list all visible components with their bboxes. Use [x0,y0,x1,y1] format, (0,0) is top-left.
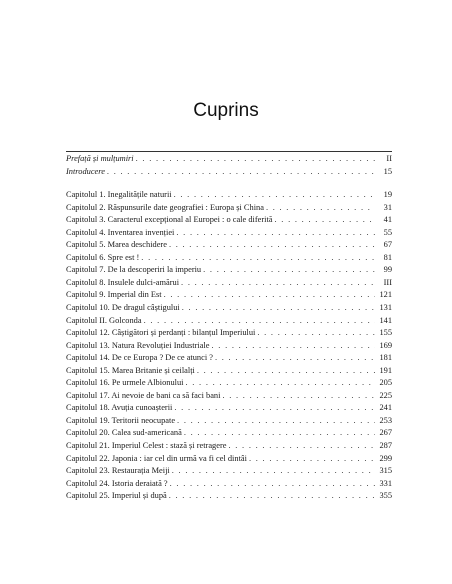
page-number: 15 [383,166,392,176]
page-number: 131 [379,303,392,313]
chapter-entry [66,327,392,340]
entry-title: Capitolul 24. Istoria deraiată ? [66,478,168,488]
entry-title: Capitolul 22. Japonia : iar cel din urmă va fi cel dintâi [66,453,247,463]
table-of-contents [66,153,392,503]
page-number: 81 [383,252,392,262]
page-number: 355 [379,491,392,501]
chapter-entry [66,352,392,365]
chapter-entry [66,252,392,265]
dot-leader [169,239,375,252]
chapter-entry [66,277,392,290]
page-number: 299 [379,453,392,463]
chapter-entry [66,365,392,378]
entry-title: Capitolul 25. Imperiul și după [66,491,167,501]
entry-title: Capitolul 1. Inegalitățile naturii [66,190,172,200]
entry-title: Capitolul 3. Caracterul excepțional al Europei : o cale diferită [66,215,273,225]
dot-leader [184,427,375,440]
dot-leader [169,490,375,503]
page-number: 67 [383,240,392,250]
dot-leader [181,277,375,290]
chapter-entry [66,453,392,466]
dot-leader [182,302,375,315]
entry-title: Capitolul 8. Insulele dulci-amărui [66,277,180,287]
entry-title: Capitolul 5. Marea deschidere [66,240,167,250]
chapter-entry [66,264,392,277]
page-number: 287 [379,441,392,451]
entry-title: Prefață și mulțumiri [66,154,134,163]
entry-title: Capitolul 23. Restaurația Meiji [66,466,170,476]
entry-title: Capitolul 7. De la descoperiri la imperiu [66,265,202,275]
entry-title: Capitolul 10. De dragul câștigului [66,303,180,313]
page-number: 331 [379,478,392,488]
entry-title: Capitolul 20. Calea sud-americană [66,428,182,438]
entry-title: Capitolul 21. Imperiul Celest : stază și retragere [66,441,227,451]
entry-title: Introducere [66,166,105,176]
entry-title: Capitolul 16. Pe urmele Albionului [66,378,184,388]
front-matter-entry [66,166,392,179]
chapter-entry [66,202,392,215]
dot-leader [197,365,375,378]
front-matter-entry [66,153,392,166]
chapter-entry [66,427,392,440]
chapter-entry [66,465,392,478]
page-title: Cuprins [193,100,259,121]
chapter-entry [66,440,392,453]
page-number: 225 [379,390,392,400]
page-number: II [386,154,392,163]
dot-leader [172,465,375,478]
dot-leader [170,478,375,491]
dot-leader [107,166,375,179]
entry-title: Capitolul 14. De ce Europa ? De ce atunci ? [66,353,213,363]
entry-title: Capitolul 13. Natura Revoluției Industriale [66,340,210,350]
page-number: 99 [383,265,392,275]
entry-title: Capitolul 9. Imperial din Est [66,290,162,300]
page-number: 41 [383,215,392,225]
chapter-entry [66,189,392,202]
chapter-entry [66,227,392,240]
entry-title: Capitolul 18. Avuția cunoașterii [66,403,173,413]
entry-title: Capitolul 12. Câștigători și perdanți : bilanțul Imperiului [66,328,256,338]
dot-leader [177,415,375,428]
chapter-entry [66,340,392,353]
dot-leader [174,189,375,202]
chapter-entry [66,315,392,328]
page-number: 181 [379,353,392,363]
dot-leader [144,315,375,328]
chapter-entry [66,390,392,403]
entry-title: Capitolul II. Golconda [66,315,142,325]
page-number: 253 [379,415,392,425]
dot-leader [222,390,375,403]
chapter-entry [66,478,392,491]
page-number: 191 [379,365,392,375]
entry-title: Capitolul 15. Marea Britanie și ceilalți [66,365,195,375]
entry-title: Capitolul 19. Teritorii neocupate [66,415,176,425]
chapter-entry [66,302,392,315]
dot-leader [141,252,375,265]
page-number: 31 [383,202,392,212]
page-number: 155 [379,328,392,338]
dot-leader [275,214,375,227]
chapter-entry [66,415,392,428]
dot-leader [176,227,375,240]
dot-leader [249,453,375,466]
page-number: 241 [379,403,392,413]
dot-leader [185,377,375,390]
page-number: 55 [383,227,392,237]
chapter-entry [66,214,392,227]
page-number: 169 [379,340,392,350]
chapter-entry [66,402,392,415]
chapter-entry [66,239,392,252]
dot-leader [203,264,375,277]
dot-leader [215,352,375,365]
dot-leader [266,202,375,215]
page-number: 19 [383,190,392,200]
entry-title: Capitolul 4. Inventarea invenției [66,227,175,237]
page-number: 141 [379,315,392,325]
page-number: 315 [379,466,392,476]
chapter-entry [66,289,392,302]
page-number: 205 [379,378,392,388]
dot-leader [164,289,375,302]
entry-title: Capitolul 6. Spre est ! [66,252,140,262]
entry-title: Capitolul 2. Răspunsurile date geografiei : Europa și China [66,202,264,212]
chapter-entry [66,377,392,390]
page-number: 121 [379,290,392,300]
dot-leader [257,327,375,340]
dot-leader [136,153,375,166]
title-divider [66,151,392,152]
entry-title: Capitolul 17. Ai nevoie de bani ca să faci bani [66,390,221,400]
chapter-entry [66,490,392,503]
page-number: 267 [379,428,392,438]
page-number: III [383,277,392,287]
dot-leader [228,440,375,453]
dot-leader [174,402,375,415]
dot-leader [212,340,375,353]
